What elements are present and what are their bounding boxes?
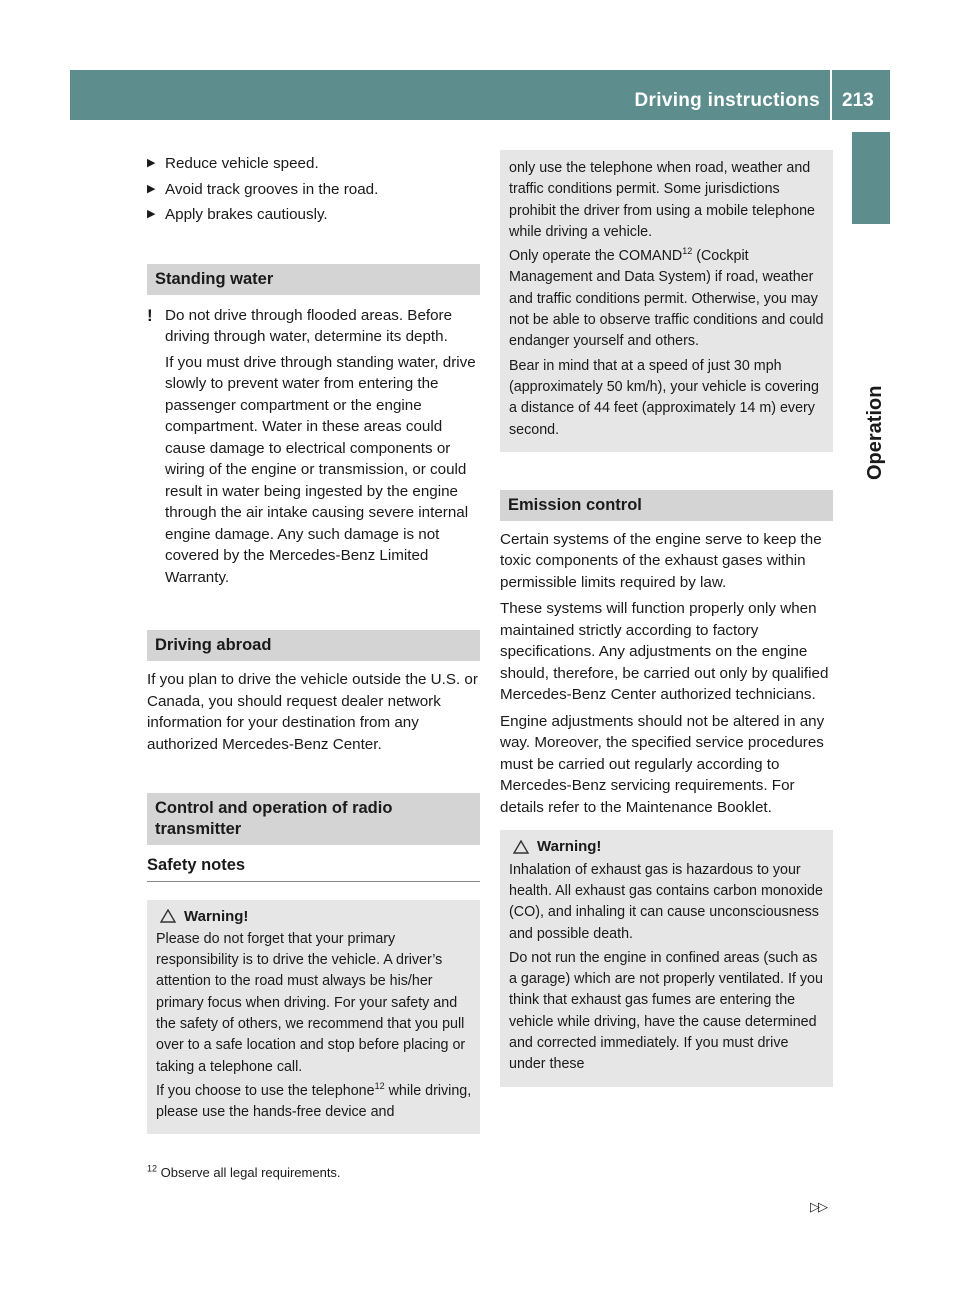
arrow-right-icon: ▶	[147, 182, 156, 195]
exclamation-icon: !	[147, 305, 153, 325]
page-section-title: Driving instructions	[634, 90, 820, 111]
section-heading: Control and operation of radio transmitter	[147, 793, 480, 845]
warning-box: Warning! Please do not forget that your primary responsibility is to drive the vehicle. A driver’s attention to the road must always be his/her primary focus when driving. For your safety and the safety of others, we recommend that you pull over to a safe location and stop before placing or taking a telephone call. If you choose to use the telephone$^{12}$ while driving, please use the hands-free device and	[147, 900, 480, 1135]
footnote: $^{12}$ Observe all legal requirements.	[147, 1163, 341, 1180]
continue-marker: ▷▷	[810, 1199, 826, 1214]
warning-triangle-icon	[513, 840, 529, 854]
list-item: ▶ Apply brakes cautiously.	[147, 204, 480, 226]
paragraph: If you plan to drive the vehicle outside the U.S. or Canada, you should request dealer network information for your destination from any authorized Mercedes-Benz Center.	[147, 671, 478, 753]
list-item: ▶ Reduce vehicle speed.	[147, 153, 480, 175]
section-heading: Driving abroad	[147, 630, 480, 661]
warning-header: Warning!	[509, 836, 825, 857]
side-tab-label: Operation	[864, 385, 886, 480]
note-block: ! Do not drive through flooded areas. Before driving through water, determine its depth. If you must drive through standing water, drive slowly to prevent water from entering the passenger compartment or the engine compartment. Water in these areas could cause damage to electrical components or wiring of the engine or transmission, or could result in water being ingested by the engine through the air intake causing severe internal engine damage. Any such damage is not covered by the Mercedes-Benz Limited Warranty.	[147, 305, 480, 593]
list-item: ▶ Avoid track grooves in the road.	[147, 179, 480, 201]
right-column	[500, 150, 833, 1087]
side-tab-marker	[852, 132, 890, 224]
warning-triangle-icon	[160, 909, 176, 923]
arrow-right-icon: ▶	[147, 208, 156, 220]
arrow-right-icon: ▶	[147, 157, 156, 169]
emission-text: Certain systems of the engine serve to keep the toxic components of the exhaust gases within permissible limits required by law. These systems will function properly only when maintained strictly according to factory specifications. Any adjustments on the engine should, therefore, be carried out only by qualified Mercedes-Benz Center authorized technicians. Engine adjustments should not be altered in any way. Moreover, the specified service procedures must be carried out regularly according to Mercedes-Benz servicing requirements. For details refer to the Maintenance Booklet.	[500, 530, 829, 816]
warning-box-continued: only use the telephone when road, weather and traffic conditions permit. Some jurisdictions prohibit the driver from using a mobile telephone while driving a vehicle. Only operate the COMAND$^{12}$ (Cockpit Management and Data System) if road, weather and traffic conditions permit. Otherwise, you may not be able to observe traffic conditions and could endanger yourself and others. Bear in mind that at a speed of just 30 mph (approximately 50 km/h), your vehicle is covering a distance of 44 feet (approximately 14 m) every second.	[500, 150, 833, 452]
section-heading: Standing water	[147, 264, 480, 295]
header-divider	[830, 70, 832, 120]
left-column	[147, 153, 480, 1134]
warning-header: Warning!	[156, 906, 472, 927]
subheading: Safety notes	[147, 855, 480, 882]
warning-box: Warning! Inhalation of exhaust gas is hazardous to your health. All exhaust gas contains carbon monoxide (CO), and inhaling it can cause unconsciousness and possible death. Do not run the engine in confined areas (such as a garage) which are not properly ventilated. If you think that exhaust gas fumes are entering the vehicle while driving, have the cause determined and corrected immediately. If you must drive under these	[500, 830, 833, 1086]
page-number: 213	[842, 90, 874, 111]
section-heading: Emission control	[500, 490, 833, 521]
